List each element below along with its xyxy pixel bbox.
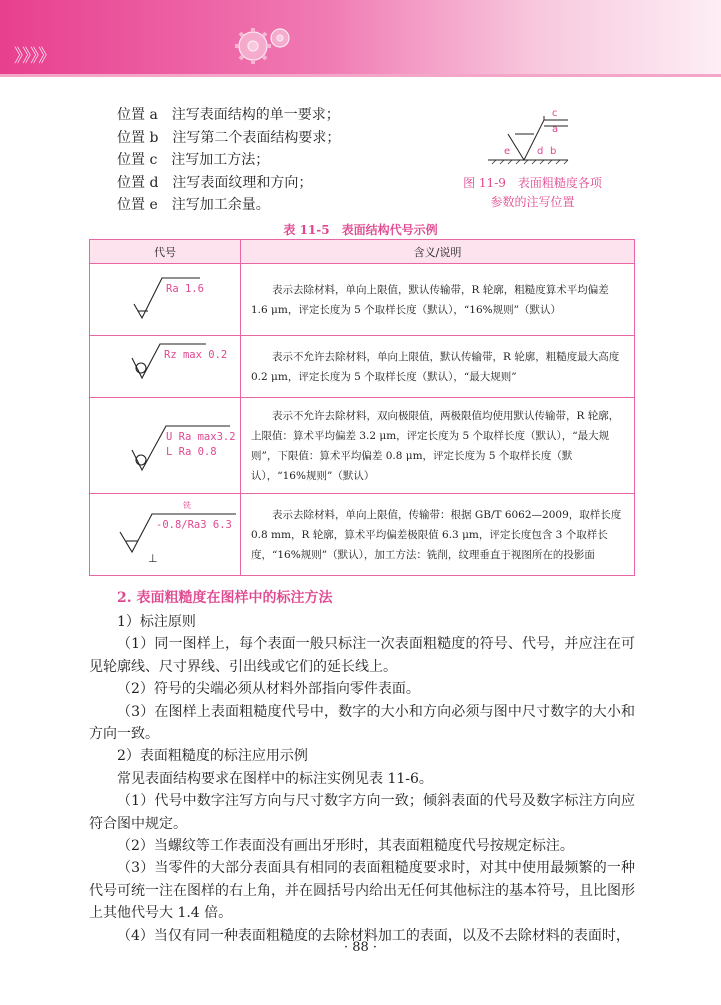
position-item: 位置 a 注写表面结构的单一要求； bbox=[117, 107, 340, 123]
position-list bbox=[117, 104, 340, 217]
paragraph: 常见表面结构要求在图样中的标注实例见表 11-6。 bbox=[117, 770, 433, 787]
figure-caption: 图 11-9 表面粗糙度各项 参数的注写位置 bbox=[463, 176, 602, 209]
section-title: 2. 表面粗糙度在图样中的标注方法 bbox=[117, 590, 333, 606]
paragraph: （1）代号中数字注写方向与尺寸数字方向一致；倾斜表面的代号及数字标注方向应符合图中规定。 bbox=[89, 793, 635, 832]
paragraph: （3）当零件的大部分表面具有相同的表面粗糙度要求时，对其中使用最频繁的一种代号可统一注在图样的右上角，并在圆括号内给出无任何其他标注的基本符号，且比图形上其他代号大 1.4 倍。 bbox=[89, 860, 635, 922]
page-number: · 88 · bbox=[343, 940, 378, 955]
paragraph: （3）在图样上表面粗糙度代号中，数字的大小和方向必须与图中尺寸数字的大小和方向一致。 bbox=[89, 703, 635, 743]
paragraph: （1）同一图样上，每个表面一般只标注一次表面粗糙度的符号、代号，并应注在可见轮廓线、尺寸界线、引出线或它们的延长线上。 bbox=[89, 636, 635, 675]
description-cell: 表示不允许去除材料，双向极限值，两极限值均使用默认传输带，R 轮廓，上限值：算术平均偏差 3.2 μm，评定长度为 5 个取样长度（默认），“最大规则”，下限值：算术平均偏差 0.8 μm，评定长度为 5 个取样长度（默认），“16%规则”（默认） bbox=[241, 398, 635, 494]
symbol-cell bbox=[90, 264, 241, 336]
table-header-row bbox=[90, 240, 635, 264]
symbol-cell bbox=[90, 336, 241, 398]
body-text bbox=[89, 611, 635, 947]
table-row bbox=[90, 398, 635, 494]
position-item: 位置 b 注写第二个表面结构要求； bbox=[117, 129, 341, 146]
fig-label-e: e bbox=[504, 146, 511, 157]
roughness-symbol-icon bbox=[90, 494, 240, 572]
roughness-symbol-icon bbox=[90, 398, 240, 490]
table-row bbox=[90, 494, 635, 576]
symbol-text: Rz max 0.2 bbox=[164, 349, 228, 361]
description-cell: 表示去除材料，单向上限值，默认传输带，R 轮廓，粗糙度算术平均偏差 1.6 μm，评定长度为 5 个取样长度（默认），“16%规则”（默认） bbox=[241, 264, 635, 336]
header-band bbox=[0, 0, 721, 74]
header-divider bbox=[0, 74, 721, 77]
paragraph: （2）符号的尖端必须从材料外部指向零件表面。 bbox=[117, 681, 420, 698]
roughness-symbol-figure bbox=[488, 104, 578, 174]
table-title: 表 11-5 表面结构代号示例 bbox=[283, 223, 438, 237]
paragraph: （2）当螺纹等工作表面没有画出牙形时，其表面粗糙度代号按规定标注。 bbox=[117, 838, 574, 855]
chevron-decoration-icon: 》》》》 bbox=[14, 46, 55, 67]
table-row bbox=[90, 336, 635, 398]
fig-label-c: c bbox=[552, 108, 558, 119]
symbol-text: Ra 1.6 bbox=[166, 283, 204, 295]
symbol-table bbox=[89, 239, 635, 576]
lay-direction-icon: ⊥ bbox=[148, 552, 158, 565]
symbol-cell bbox=[90, 398, 241, 494]
symbol-cell bbox=[90, 494, 241, 576]
fig-label-d: d bbox=[537, 146, 544, 157]
description-cell: 表示去除材料，单向上限值，传输带：根据 GB/T 6062—2009，取样长度 0.8 mm，R 轮廓，算术平均偏差极限值 6.3 μm，评定长度包含 3 个取样长度，“16%规则”（默认），加工方法：铣削，纹理垂直于视图所在的投影面 bbox=[241, 494, 635, 576]
table-header-cell: 含义/说明 bbox=[241, 240, 635, 264]
roughness-symbol-icon bbox=[90, 264, 240, 332]
position-item: 位置 d 注写表面纹理和方向； bbox=[117, 174, 313, 191]
table-row bbox=[90, 264, 635, 336]
symbol-text: -0.8/Ra3 6.3 bbox=[156, 519, 232, 531]
symbol-text: U Ra max3.2 bbox=[166, 431, 236, 443]
position-item: 位置 e 注写加工余量。 bbox=[117, 197, 270, 213]
description-cell: 表示不允许去除材料，单向上限值，默认传输带，R 轮廓，粗糙度最大高度 0.2 μm，评定长度为 5 个取样长度（默认），“最大规则” bbox=[241, 336, 635, 398]
paragraph: 2）表面粗糙度的标注应用示例 bbox=[117, 748, 308, 765]
paragraph: （4）当仅有同一种表面粗糙度的去除材料加工的表面，以及不去除材料的表面时， bbox=[117, 927, 630, 944]
symbol-text: L Ra 0.8 bbox=[166, 446, 217, 458]
table-header-cell: 代号 bbox=[90, 240, 241, 264]
fig-label-a: a bbox=[552, 124, 559, 135]
symbol-top-text: 铣 bbox=[183, 501, 191, 510]
position-item: 位置 c 注写加工方法； bbox=[117, 152, 270, 168]
fig-label-b: b bbox=[550, 146, 557, 157]
paragraph: 1）标注原则 bbox=[117, 614, 196, 630]
gears-icon bbox=[225, 20, 305, 72]
roughness-symbol-icon bbox=[90, 336, 240, 394]
